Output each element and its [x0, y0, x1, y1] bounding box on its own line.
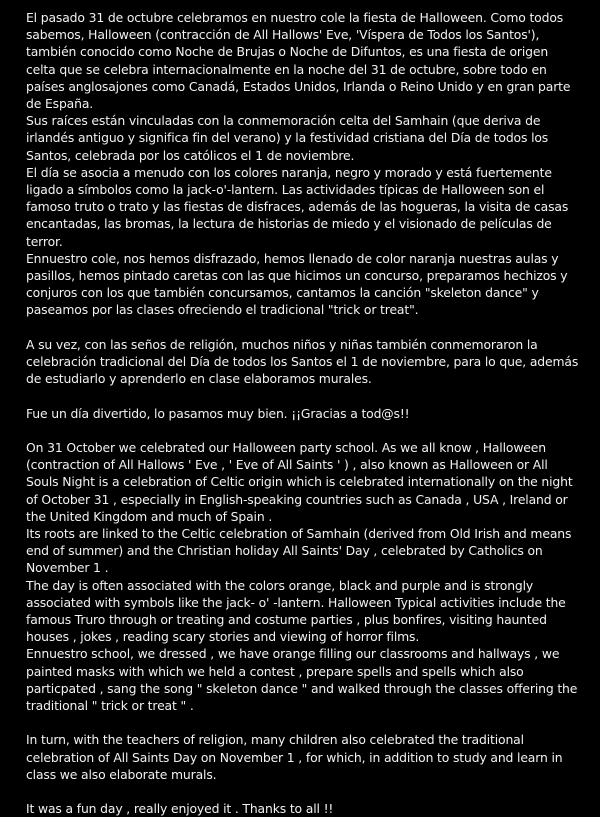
paragraph-spacer: [26, 714, 580, 731]
english-paragraph-roots: Its roots are linked to the Celtic celebration of Samhain (derived from Old Irish and means end of summer) and the Christian holiday All Saints' Day , celebrated by Catholics on November 1 .: [26, 526, 572, 576]
paragraph-spacer: [26, 387, 580, 404]
spanish-paragraph-roots: Sus raíces están vinculadas con la conmemoración celta del Samhain (que deriva de irlandés antiguo y significa fin del verano) y la festividad cristiana del Día de todos los Santos, celebrada por los católicos el 1 de noviembre.: [26, 113, 549, 163]
english-paragraph-closing: It was a fun day , really enjoyed it . Thanks to all !!: [26, 801, 334, 817]
spanish-paragraph-closing: Fue un día divertido, lo pasamos muy bien. ¡¡Gracias a tod@s!!: [26, 405, 410, 421]
spanish-paragraph-religion: A su vez, con las seños de religión, muchos niños y niñas también conmemoraron la celebración tradicional del Día de todos los Santos el 1 de noviembre, para lo que, además de estudiarlo y aprenderlo en clase elaboramos murales.: [26, 336, 579, 387]
spanish-paragraph-intro: El pasado 31 de octubre celebramos en nuestro cole la fiesta de Halloween. Como todos sabemos, Halloween (contracción de All Hallows' Eve, 'Víspera de Todos los Santos'), también conocido como Noche de Brujas o Noche de Difuntos, es una fiesta de origen celta que se celebra internacionalmente en la noche del 31 de octubre, sobre todo en países anglosajones como Canadá, Estados Unidos, Irlanda o Reino Unido y en gran parte de España.: [26, 10, 571, 112]
english-paragraph-religion: In turn, with the teachers of religion, many children also celebrated the traditional celebration of All Saints Day on November 1 , for which, in addition to study and learn in class we also elaborate murals.: [26, 732, 563, 782]
spanish-paragraph-school: Ennuestro cole, nos hemos disfrazado, hemos llenado de color naranja nuestras aulas y pasillos, hemos pintado caretas con las que hicimos un concurso, preparamos hechizos y conjuros con los que también concursamos, cantamos la canción "skeleton dance" y paseamos por las clases ofreciendo el tradicional "trick or treat".: [26, 250, 568, 318]
english-paragraph-intro: On 31 October we celebrated our Halloween party school. As we all know , Halloween (contraction of All Hallows ' Eve , ' Eve of All Saints ' ) , also known as Halloween or All Souls Night is a celebration of Celtic origin which is celebrated internationally on the night of October 31 , especially in English-speaking countries such as Canada , USA , Ireland or the United Kingdom and much of Spain .: [26, 440, 573, 524]
english-paragraph-school: Ennuestro school, we dressed , we have orange filling our classrooms and hallways , we painted masks with which we held a contest , prepare spells and spells which also particpated , sang the song " skeleton dance " and walked through the classes offering the traditional " trick or treat " .: [26, 646, 578, 714]
paragraph-spacer: [26, 422, 580, 439]
paragraph-spacer: [26, 783, 580, 800]
paragraph-spacer: [26, 319, 580, 336]
english-paragraph-symbols: The day is often associated with the colors orange, black and purple and is strongly associated with symbols like the jack- o' -lantern. Halloween Typical activities include the famous Truro through or treating and costume parties , plus bonfires, visiting haunted houses , jokes , reading scary stories and viewing of horror films.: [26, 577, 566, 645]
spanish-paragraph-symbols: El día se asocia a menudo con los colores naranja, negro y morado y está fuertemente ligado a símbolos como la jack-o'-lantern. Las actividades típicas de Halloween son el famoso truto o trato y las fiestas de disfraces, además de las hogueras, la visita de casas encantadas, las bromas, la lectura de historias de miedo y el visionado de películas de terror.: [26, 164, 569, 249]
